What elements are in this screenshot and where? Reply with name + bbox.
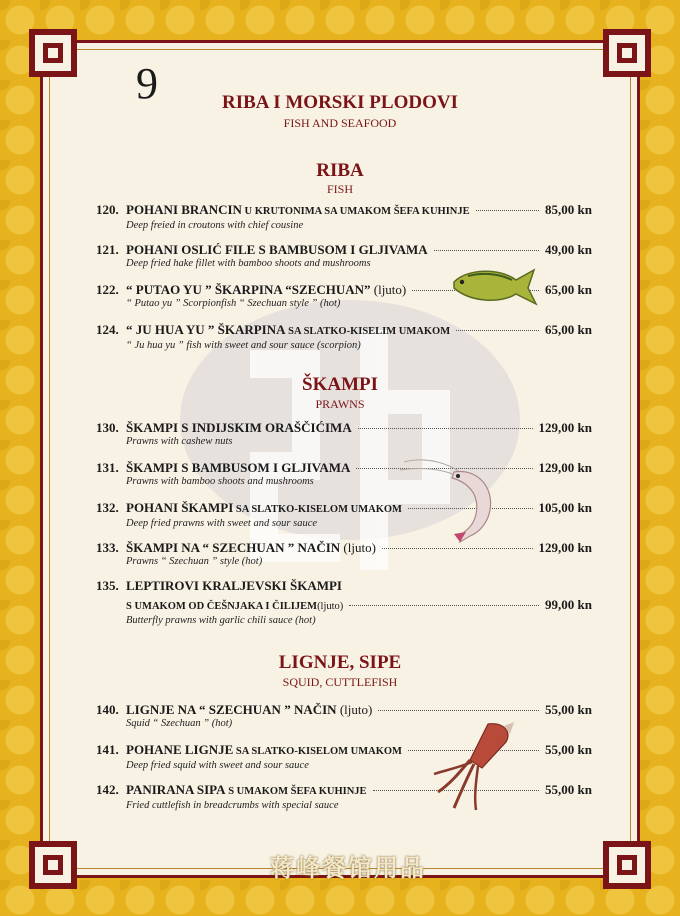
item-description: Butterfly prawns with garlic chili sauce (hot) <box>126 615 316 626</box>
page-subtitle: FISH AND SEAFOOD <box>283 116 397 130</box>
item-price: 129,00 kn <box>538 420 592 435</box>
item-number: 130. <box>96 420 119 435</box>
item-number: 131. <box>96 460 119 475</box>
corner-ornament <box>29 29 77 77</box>
item-description: “ Ju hua yu ” fish with sweet and sour sauce (scorpion) <box>126 340 361 351</box>
item-number: 124. <box>96 322 119 337</box>
corner-ornament <box>29 841 77 889</box>
item-description: Prawns with bamboo shoots and mushrooms <box>126 476 314 487</box>
item-price: 55,00 kn <box>545 702 592 717</box>
item-description: “ Putao yu ” Scorpionfish “ Szechuan style ” (hot) <box>126 298 341 309</box>
item-name: “ JU HUA YU ” ŠKARPINA SA SLATKO-KISELIM UMAKOM <box>126 322 451 337</box>
footer-watermark-logo: 蒋峰餐馆用品 <box>270 854 426 882</box>
menu-item <box>96 500 592 531</box>
section-title-riba: RIBA <box>316 160 364 181</box>
item-name: “ PUTAO YU ” ŠKARPINA “SZECHUAN” (ljuto) <box>126 282 407 297</box>
menu-item: 135. LEPTIROVI KRALJEVSKI ŠKAMPI S UMAKOM OD ČEŠNJAKA I ČILIJEM(ljuto) 99,00 kn Butterfly prawns with garlic chili sauce (hot) <box>96 578 592 626</box>
item-description: Deep fried squid with sweet and sour sauce <box>126 760 309 771</box>
fish-icon <box>448 262 538 308</box>
item-name: POHANI BRANCIN U KRUTONIMA SA UMAKOM ŠEFA KUHINJE <box>126 202 470 217</box>
item-number: 142. <box>96 782 119 797</box>
menu-item <box>96 460 592 489</box>
item-price: 129,00 kn <box>538 540 592 555</box>
item-name: POHANI ŠKAMPI SA SLATKO-KISELOM UMAKOM <box>126 500 402 515</box>
item-name-line2: S UMAKOM OD ČEŠNJAKA I ČILIJEM <box>126 601 318 612</box>
item-name: PANIRANA SIPA S UMAKOM ŠEFA KUHINJE <box>126 782 367 797</box>
item-number: 141. <box>96 742 119 757</box>
item-name: POHANI OSLIĆ FILE S BAMBUSOM I GLJIVAMA <box>126 242 428 257</box>
item-price: 105,00 kn <box>538 500 592 515</box>
menu-item <box>96 322 592 353</box>
item-price: 49,00 kn <box>545 242 592 257</box>
item-description: Deep freied in croutons with chief cousine <box>126 220 304 231</box>
item-description: Deep fried hake fillet with bamboo shoots and mushrooms <box>126 258 371 269</box>
menu-item <box>96 420 592 449</box>
item-description: Squid “ Szechuan ” (hot) <box>126 718 233 729</box>
page-number: 9 <box>136 59 158 108</box>
item-name: ŠKAMPI NA “ SZECHUAN ” NAČIN (ljuto) <box>126 540 376 555</box>
page-title: RIBA I MORSKI PLODOVI <box>222 92 458 113</box>
menu-item <box>96 540 592 569</box>
item-price: 99,00 kn <box>545 597 592 612</box>
item-name: ŠKAMPI S INDIJSKIM ORAŠČIĆIMA <box>126 420 352 435</box>
section-title-skampi: ŠKAMPI <box>302 374 378 395</box>
item-number: 122. <box>96 282 119 297</box>
corner-ornament <box>603 841 651 889</box>
item-name: POHANE LIGNJE SA SLATKO-KISELOM UMAKOM <box>126 742 402 757</box>
item-number: 121. <box>96 242 119 257</box>
item-price: 129,00 kn <box>538 460 592 475</box>
item-number: 120. <box>96 202 119 217</box>
item-number: 132. <box>96 500 119 515</box>
item-number: 133. <box>96 540 119 555</box>
item-description: Deep fried prawns with sweet and sour sauce <box>126 518 318 529</box>
item-price: 65,00 kn <box>545 282 592 297</box>
item-number: 140. <box>96 702 119 717</box>
prawn-icon <box>398 448 502 544</box>
item-name: LIGNJE NA “ SZECHUAN ” NAČIN (ljuto) <box>126 702 373 717</box>
item-price: 55,00 kn <box>545 782 592 797</box>
item-number: 135. <box>96 578 119 593</box>
menu-item <box>96 702 592 731</box>
item-description: Fried cuttlefish in breadcrumbs with special sauce <box>126 800 339 811</box>
item-name: ŠKAMPI S BAMBUSOM I GLJIVAMA <box>126 460 351 475</box>
section-title-lignje: LIGNJE, SIPE <box>278 652 402 673</box>
item-price: 65,00 kn <box>545 322 592 337</box>
squid-icon <box>430 720 516 812</box>
menu-item <box>96 202 592 233</box>
item-description: Prawns “ Szechuan ” style (hot) <box>126 556 263 567</box>
menu-item <box>96 782 592 813</box>
menu-item <box>96 742 592 773</box>
item-name: LEPTIROVI KRALJEVSKI ŠKAMPI <box>126 578 342 593</box>
section-subtitle-squid: SQUID, CUTTLEFISH <box>282 675 398 689</box>
corner-ornament <box>603 29 651 77</box>
section-subtitle-prawns: PRAWNS <box>315 397 365 411</box>
item-description: Prawns with cashew nuts <box>126 436 233 447</box>
item-price: 85,00 kn <box>545 202 592 217</box>
section-subtitle-fish: FISH <box>326 182 353 196</box>
item-price: 55,00 kn <box>545 742 592 757</box>
